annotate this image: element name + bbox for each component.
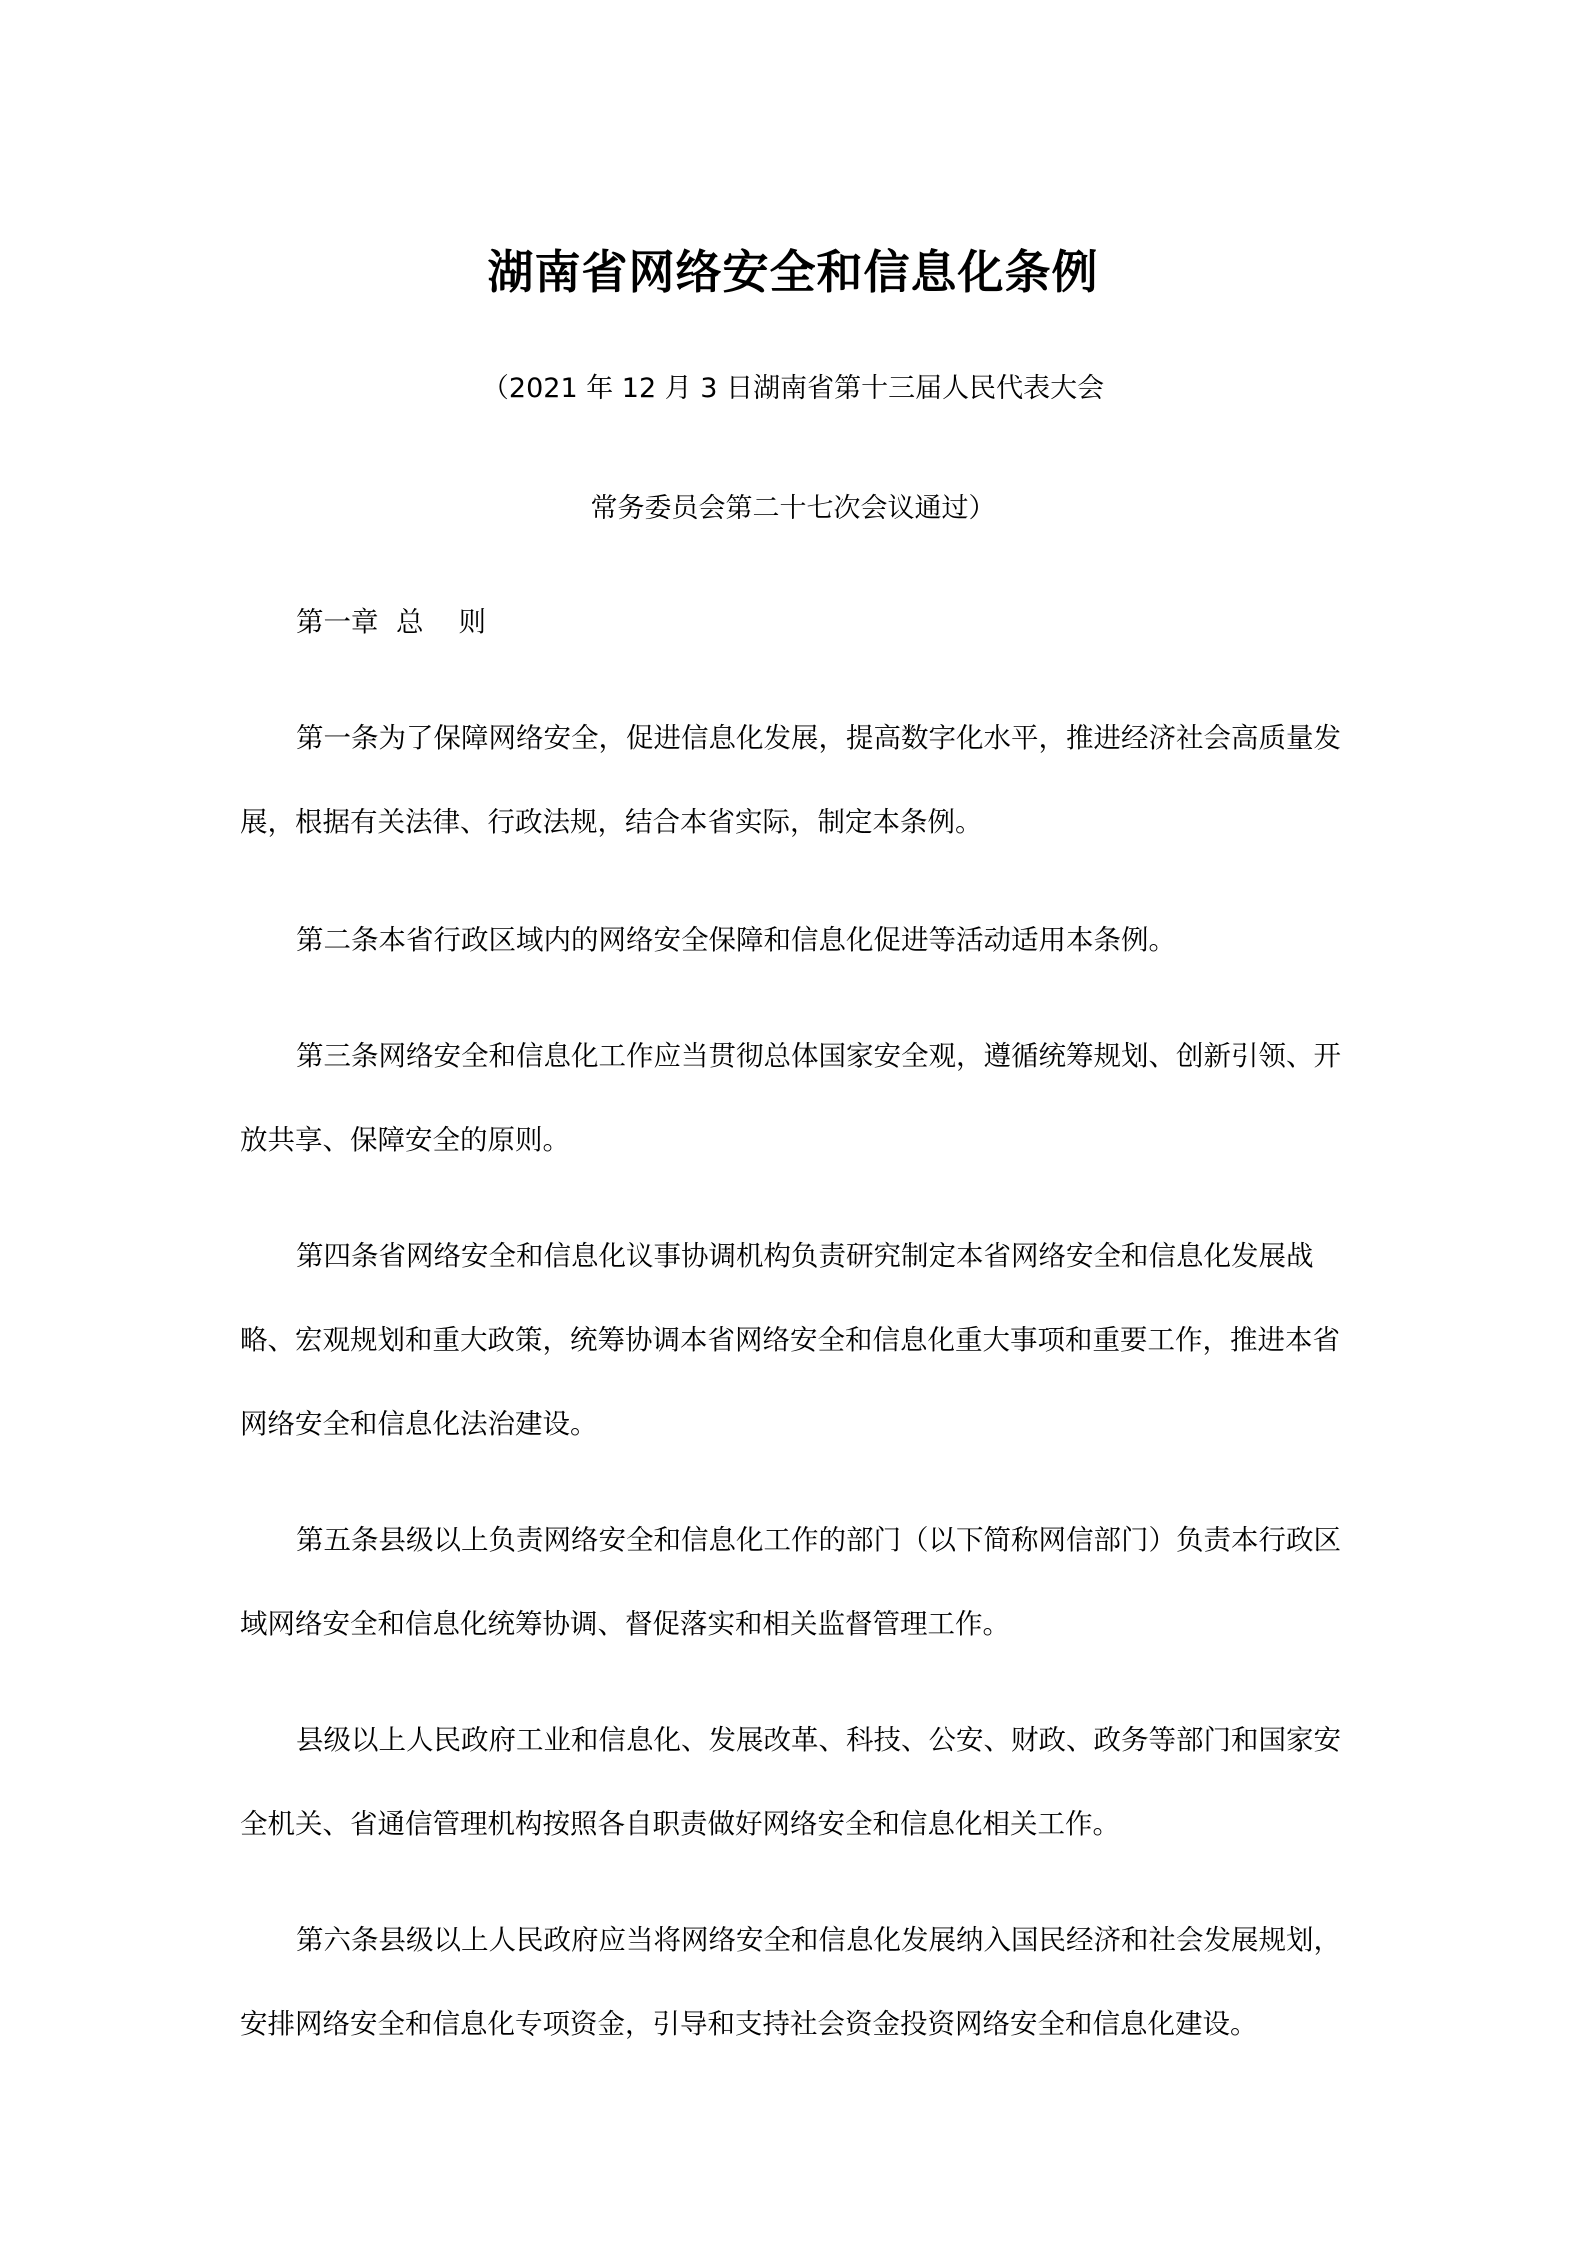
article-5-para-2-line-2: 全机关、省通信管理机构按照各自职责做好网络安全和信息化相关工作。 xyxy=(240,1808,1120,1840)
chapter-heading: 第一章 总 则 xyxy=(296,606,486,638)
adoption-note-line-2: 常务委员会第二十七次会议通过） xyxy=(590,493,996,524)
article-5-line-2: 域网络安全和信息化统筹协调、督促落实和相关监督管理工作。 xyxy=(240,1608,1010,1640)
article-5-para-2-line-1: 县级以上人民政府工业和信息化、发展改革、科技、公安、财政、政务等部门和国家安 xyxy=(296,1724,1341,1756)
article-3-line-1: 第三条网络安全和信息化工作应当贯彻总体国家安全观，遵循统筹规划、创新引领、开 xyxy=(296,1040,1341,1072)
article-5-line-1: 第五条县级以上负责网络安全和信息化工作的部门（以下简称网信部门）负责本行政区 xyxy=(296,1524,1341,1556)
article-6-line-1: 第六条县级以上人民政府应当将网络安全和信息化发展纳入国民经济和社会发展规划， xyxy=(296,1924,1341,1956)
article-1-line-1: 第一条为了保障网络安全，促进信息化发展，提高数字化水平，推进经济社会高质量发 xyxy=(296,722,1341,754)
article-4-line-3: 网络安全和信息化法治建设。 xyxy=(240,1408,598,1440)
article-4-line-1: 第四条省网络安全和信息化议事协调机构负责研究制定本省网络安全和信息化发展战 xyxy=(296,1240,1314,1272)
article-4-line-2: 略、宏观规划和重大政策，统筹协调本省网络安全和信息化重大事项和重要工作，推进本省 xyxy=(240,1324,1340,1356)
article-2-line-1: 第二条本省行政区域内的网络安全保障和信息化促进等活动适用本条例。 xyxy=(296,924,1176,956)
document-title: 湖南省网络安全和信息化条例 xyxy=(487,245,1099,299)
article-6-line-2: 安排网络安全和信息化专项资金，引导和支持社会资金投资网络安全和信息化建设。 xyxy=(240,2008,1258,2040)
article-3-line-2: 放共享、保障安全的原则。 xyxy=(240,1124,570,1156)
adoption-note-line-1: （2021 年 12 月 3 日湖南省第十三届人民代表大会 xyxy=(481,373,1105,404)
article-1-line-2: 展，根据有关法律、行政法规，结合本省实际，制定本条例。 xyxy=(240,806,983,838)
